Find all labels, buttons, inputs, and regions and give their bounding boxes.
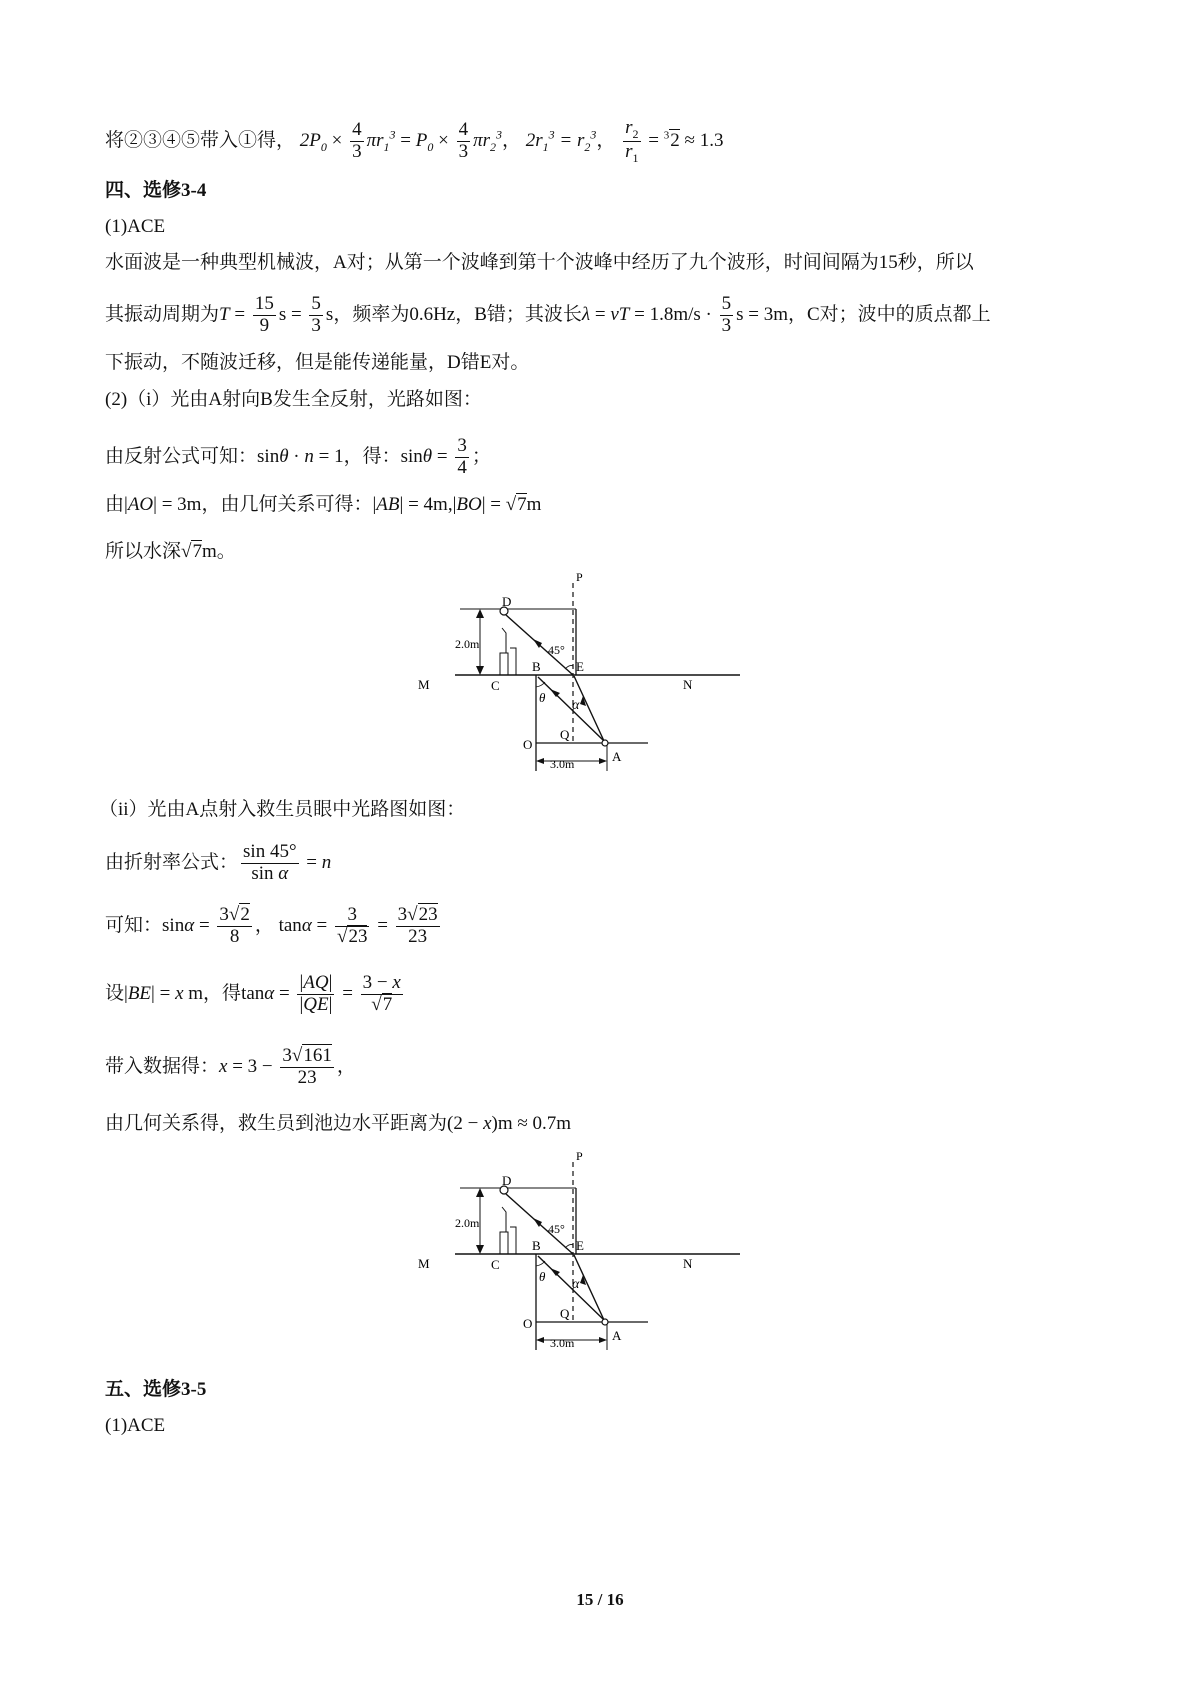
label-E: E [576,1238,584,1253]
light-path-diagram-1 [418,570,760,778]
answer-line: (1)ACE [105,1415,166,1436]
label-angle-45: 45° [548,1222,565,1236]
label-C: C [491,678,500,693]
equation-line-geometry: 由|AO| = 3m，由几何关系可得：|AB| = 4m,|BO| = √7m [105,494,542,515]
label-theta: θ [539,690,546,705]
label-alpha: α [572,1277,580,1292]
label-Q: Q [560,727,570,742]
label-width: 3.0m [550,757,575,771]
equation-line-distance: 由几何关系得，救生员到池边水平距离为(2 − x)m ≈ 0.7m [105,1113,572,1134]
label-Q: Q [560,1306,570,1321]
label-O: O [523,737,533,752]
label-B: B [532,659,541,674]
label-N: N [683,1256,693,1271]
equation-line-depth: 所以水深√7m。 [105,541,236,562]
answer-line: (1)ACE [105,216,166,237]
label-angle-45: 45° [548,643,565,657]
label-D: D [502,1173,512,1188]
label-N: N [683,677,693,692]
section-heading-3-5: 五、选修3-5 [105,1379,207,1400]
label-theta: θ [539,1269,546,1284]
paragraph-line: （ii）光由A点射入救生员眼中光路图如图： [99,799,466,820]
section-heading-3-4: 四、选修3-4 [105,180,207,201]
label-width: 3.0m [550,1336,575,1350]
label-B: B [532,1238,541,1253]
equation-line-reflection: 由反射公式可知：sinθ · n = 1，得：sinθ = $\frac{3}{4}$ ； [105,435,491,478]
label-E: E [576,659,584,674]
equation-line-x: 带入数据得：x = 3 − $\frac{3√161}{23}$ ， [105,1045,356,1088]
label-M: M [418,677,430,692]
equation-line-1: 将②③④⑤带入①得， $2P_0$ × $\frac{4}{3}$ $\pi r_1^3 = P_0$ × $\frac{4}{3}$ $\pi r_2^3$， $2r_1^3 = r_2^3$， $\frac{r_2}{r_1}$ = $^3$2 ≈ 1.3 [105,117,724,165]
equation-line-refraction: 由折射率公式： $\frac{\sin 45^\circ}{\text{sin α}}$ = n [105,841,332,884]
paragraph-line: 下振动，不随波迁移，但是能传递能量，D错E对。 [105,352,530,373]
label-D: D [502,594,512,609]
label-P: P [576,1149,583,1163]
label-P: P [576,570,583,584]
label-height: 2.0m [455,1216,480,1230]
label-alpha: α [572,698,580,713]
label-A: A [612,1328,622,1343]
paragraph-line: 水面波是一种典型机械波，A对；从第一个波峰到第十个波峰中经历了九个波形，时间间隔为15秒，所以 [105,252,974,273]
label-O: O [523,1316,533,1331]
label-height: 2.0m [455,637,480,651]
light-path-diagram-2 [418,1149,760,1357]
equation-line-sin-tan: 可知：sinα = $\frac{3√2}{8}$ ， tanα = $\frac{3}{√23}$ = $\frac{3√23}{23}$ [105,904,438,947]
page-number: 15 / 16 [576,1590,624,1609]
label-A: A [612,749,622,764]
paragraph-line: (2)（i）光由A射向B发生全反射，光路如图： [105,389,482,410]
label-M: M [418,1256,430,1271]
label-C: C [491,1257,500,1272]
paragraph-line-period: 其振动周期为T = $\frac{15}{9}$ s = $\frac{5}{3}$ s，频率为0.6Hz，B错；其波长λ = vT = 1.8m/s · $\frac{5}{3}$ s = 3m，C对；波中的质点都上 [105,293,991,336]
equation-line-BE: 设|BE| = x m，得tanα = $\frac{|AQ|}{|QE|}$ = $\frac{3 - x}{√7}$ [105,972,401,1015]
